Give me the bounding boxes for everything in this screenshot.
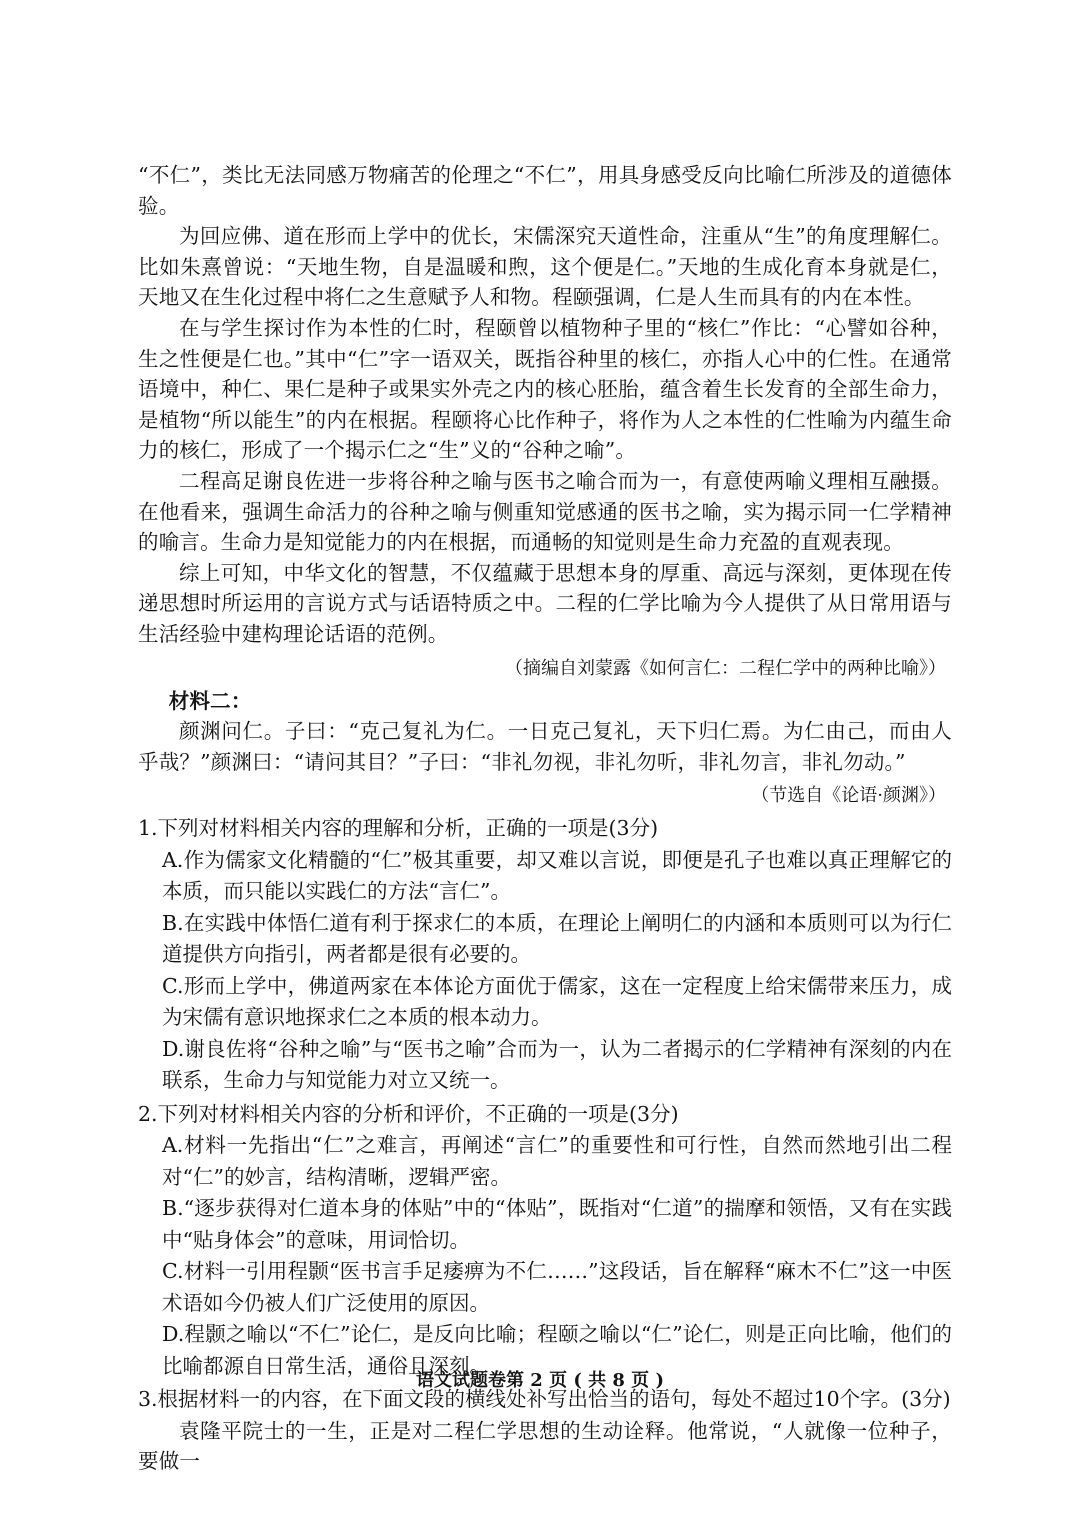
paragraph-3: 在与学生探讨作为本性的仁时，程颐曾以植物种子里的“核仁”作比：“心譬如谷种，生之性便是仁也。”其中“仁”字一语双关，既指谷种里的核仁，亦指人心中的仁性。在通常语境中，种仁、果仁是种子或果实外壳之内的核心胚胎，蕴含着生长发育的全部生命力，是植物“所以能生”的内在根据。程颐将心比作种子，将作为人之本性的仁性喻为内蕴生命力的核仁，形成了一个揭示仁之“生”义的“谷种之喻”。 [138, 315, 952, 463]
option-b: B.“逐步获得对仁道本身的体贴”中的“体贴”，既指对“仁道”的揣摩和领悟，又有在实践中“贴身体会”的意味，用词恰切。 [162, 1196, 952, 1252]
paragraph-2: 为回应佛、道在形而上学中的优长，宋儒深究天道性命，注重从“生”的角度理解仁。比如朱熹曾说：“天地生物，自是温暖和煦，这个便是仁。”天地的生成化育本身就是仁，天地又在生化过程中将仁之生意赋予人和物。程颐强调，仁是人生而具有的内在本性。 [138, 224, 952, 310]
option-b: B.在实践中体悟仁道有利于探求仁的本质，在理论上阐明仁的内涵和本质则可以为行仁道提供方向指引，两者都是很有必要的。 [162, 910, 952, 967]
material-one-source: （摘编自刘蒙露《如何言仁：二程仁学中的两种比喻》） [505, 657, 946, 679]
option-a: A.作为儒家文化精髓的“仁”极其重要，却又难以言说，即便是孔子也难以真正理解它的本质，而只能以实践仁的方法“言仁”。 [162, 847, 952, 904]
question-2 [138, 1099, 952, 1383]
option-a: A.材料一先指出“仁”之难言，再阐述“言仁”的重要性和可行性，自然而然地引出二程对“仁”的妙言，结构清晰，逻辑严密。 [162, 1133, 952, 1189]
paragraph-4: 二程高足谢良佐进一步将谷种之喻与医书之喻合而为一，有意使两喻义理相互融摄。在他看来，强调生命活力的谷种之喻与侧重知觉感通的医书之喻，实为揭示同一仁学精神的喻言。生命力是知觉能力的内在根据，而通畅的知觉则是生命力充盈的直观表现。 [138, 468, 952, 555]
option-d: D.谢良佐将“谷种之喻”与“医书之喻”合而为一，认为二者揭示的仁学精神有深刻的内在联系，生命力与知觉能力对立又统一。 [162, 1036, 952, 1093]
option-c: C.材料一引用程颢“医书言手足痿痹为不仁……”这段话，旨在解释“麻木不仁”这一中医术语如今仍被人们广泛使用的原因。 [162, 1259, 952, 1315]
paragraph-1: “不仁”，类比无法同感万物痛苦的伦理之“不仁”，用具身感受反向比喻仁所涉及的道德体验。 [138, 163, 952, 218]
material-two [138, 686, 952, 812]
question-stem: 1.下列对材料相关内容的理解和分析，正确的一项是(3分) [138, 816, 659, 841]
option-c: C.形而上学中，佛道两家在本体论方面优于儒家，这在一定程度上给宋儒带来压力，成为宋儒有意识地探求仁之本质的根本动力。 [162, 973, 952, 1030]
question-stem: 3.根据材料一的内容，在下面文段的横线处补写出恰当的语句，每处不超过10个字。(3分) [138, 1387, 951, 1412]
page-footer: 语文试题卷第 2 页 ( 共 8 页 ) [416, 1370, 664, 1391]
question-3 [138, 1384, 952, 1477]
question-3-passage: 袁隆平院士的一生，正是对二程仁学思想的生动诠释。他常说，“人就像一位种子，要做一 [138, 1418, 952, 1474]
material-one-body [138, 160, 952, 684]
paragraph-5: 综上可知，中华文化的智慧，不仅蕴藏于思想本身的厚重、高远与深刻，更体现在传递思想时所运用的言说方式与话语特质之中。二程的仁学比喻为今人提供了从日常用语与生活经验中建构理论话语的范例。 [138, 560, 952, 646]
material-two-heading: 材料二： [168, 688, 252, 713]
question-1 [138, 813, 952, 1097]
option-d: D.程颢之喻以“不仁”论仁，是反向比喻；程颐之喻以“仁”论仁，则是正向比喻，他们的比喻都源自日常生活，通俗且深刻。 [162, 1322, 952, 1378]
question-stem: 2.下列对材料相关内容的分析和评价，不正确的一项是(3分) [138, 1101, 679, 1126]
material-two-source: （节选自《论语·颜渊》） [751, 785, 946, 807]
material-two-text: 颜渊问仁。子曰：“克己复礼为仁。一日克己复礼，天下归仁焉。为仁由己，而由人乎哉？”颜渊曰：“请问其目？”子曰：“非礼勿视，非礼勿听，非礼勿言，非礼勿动。” [138, 719, 952, 774]
